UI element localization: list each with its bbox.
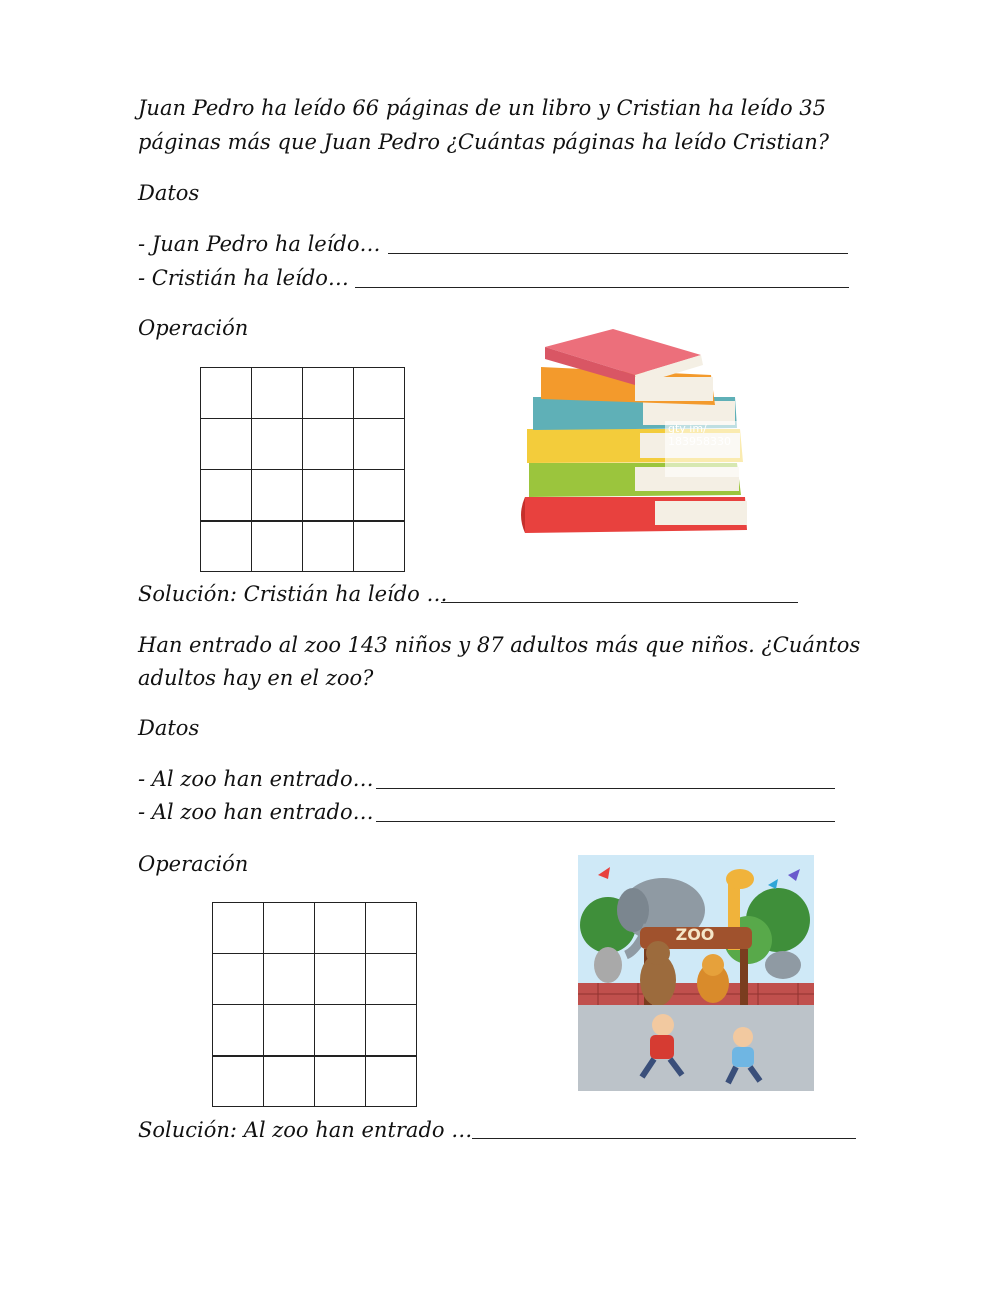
problem2-operacion-label: Operación [138,852,249,876]
zoo-entrance-illustration-icon [578,855,814,1091]
problem1-operacion-label: Operación [138,316,249,340]
grid-cell[interactable] [303,521,354,572]
grid-cell[interactable] [366,903,417,954]
grid-cell[interactable] [303,419,354,470]
grid-cell[interactable] [354,470,405,521]
grid-cell[interactable] [264,903,315,954]
problem1-statement-line2: páginas más que Juan Pedro ¿Cuántas páginas ha leído Cristian? [138,130,829,154]
grid-cell[interactable] [213,1056,264,1107]
grid-cell[interactable] [366,1056,417,1107]
problem2-datum2-answer-line[interactable] [376,821,835,822]
problem2-operation-grid[interactable] [212,902,417,1107]
grid-cell[interactable] [201,470,252,521]
problem2-datum1: - Al zoo han entrado… [138,767,374,791]
grid-cell[interactable] [252,470,303,521]
grid-cell[interactable] [252,521,303,572]
problem2-statement-line2: adultos hay en el zoo? [138,666,374,690]
grid-cell[interactable] [264,1005,315,1056]
problem2-solution-answer-line[interactable] [472,1138,856,1139]
grid-cell[interactable] [201,521,252,572]
grid-cell[interactable] [213,954,264,1005]
problem1-solution: Solución: Cristián ha leído … [138,582,448,606]
grid-cell[interactable] [354,368,405,419]
grid-cell[interactable] [354,521,405,572]
grid-cell[interactable] [213,1005,264,1056]
problem1-datum2-answer-line[interactable] [355,287,849,288]
problem2-datum1-answer-line[interactable] [376,788,835,789]
problem1-datum2: - Cristián ha leído… [138,266,349,290]
problem1-statement-line1: Juan Pedro ha leído 66 páginas de un libro y Cristian ha leído 35 [138,96,827,120]
grid-cell[interactable] [315,1005,366,1056]
problem2-datum2: - Al zoo han entrado… [138,800,374,824]
grid-cell[interactable] [201,419,252,470]
problem2-datos-label: Datos [138,716,200,740]
zoo-sign-text: ZOO [675,925,715,944]
problem1-datum1-answer-line[interactable] [388,253,848,254]
grid-cell[interactable] [213,903,264,954]
problem1-datos-label: Datos [138,181,200,205]
problem1-datum1: - Juan Pedro ha leído… [138,232,381,256]
problem1-solution-answer-line[interactable] [441,602,798,603]
grid-cell[interactable] [303,368,354,419]
grid-cell[interactable] [264,1056,315,1107]
grid-cell[interactable] [264,954,315,1005]
grid-cell[interactable] [315,903,366,954]
grid-cell[interactable] [354,419,405,470]
grid-cell[interactable] [315,1056,366,1107]
problem1-operation-grid[interactable] [200,367,405,572]
grid-cell[interactable] [366,1005,417,1056]
grid-cell[interactable] [303,470,354,521]
grid-cell[interactable] [315,954,366,1005]
problem2-solution: Solución: Al zoo han entrado … [138,1118,473,1142]
grid-cell[interactable] [201,368,252,419]
problem2-statement-line1: Han entrado al zoo 143 niños y 87 adultos más que niños. ¿Cuántos [138,633,861,657]
grid-cell[interactable] [366,954,417,1005]
book-image-watermark: gty im/ 183958330 [668,422,731,448]
grid-cell[interactable] [252,368,303,419]
grid-cell[interactable] [252,419,303,470]
